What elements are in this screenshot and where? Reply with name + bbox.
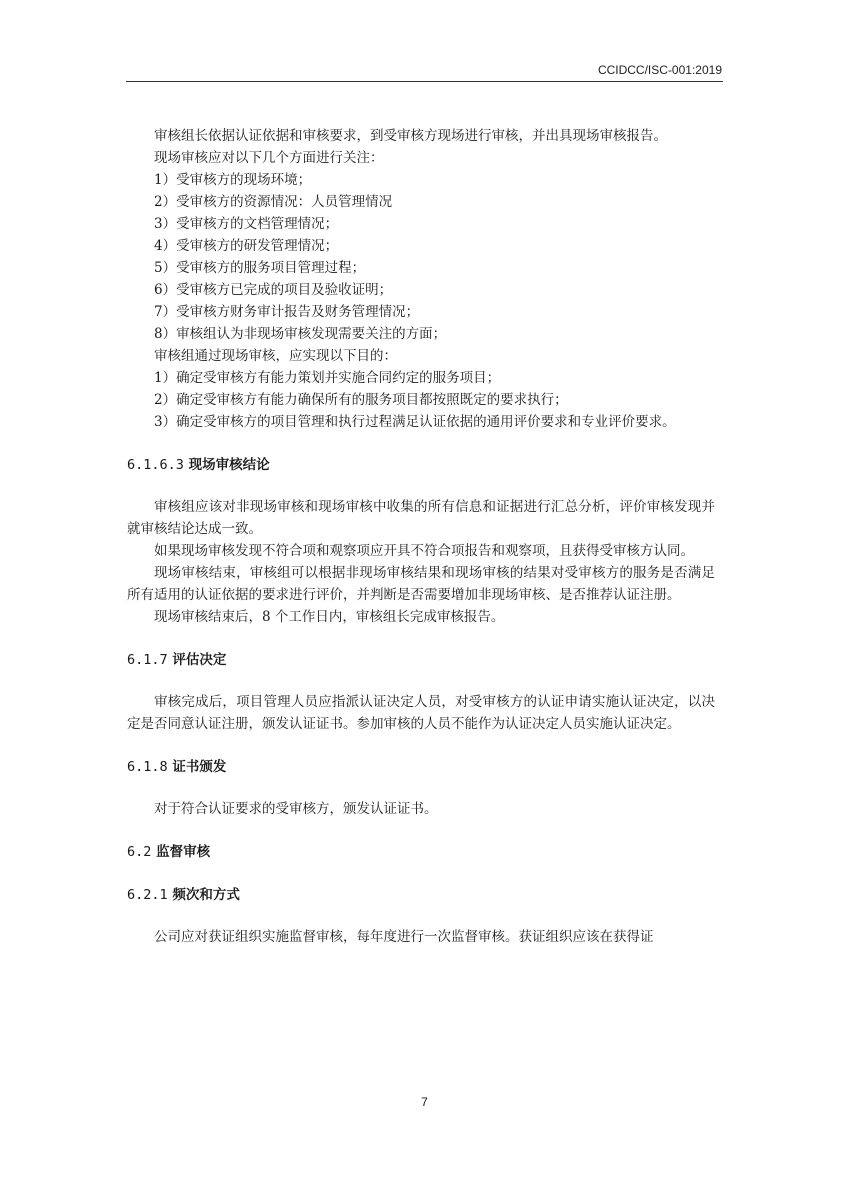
section-title: 证书颁发: [172, 759, 227, 775]
section-number: 6.2: [127, 844, 152, 860]
paragraph: 审核完成后，项目管理人员应指派认证决定人员，对受审核方的认证申请实施认证决定，以决定是否同意认证注册，颁发认证证书。参加审核的人员不能作为认证决定人员实施认证决定。: [127, 694, 715, 732]
paragraph: 审核组应该对非现场审核和现场审核中收集的所有信息和证据进行汇总分析，评价审核发现并就审核结论达成一致。: [127, 499, 715, 537]
list-item: 8）审核组认为非现场审核发现需要关注的方面；: [154, 326, 447, 342]
section-title: 监督审核: [156, 844, 211, 860]
paragraph: 审核组长依据认证依据和审核要求，到受审核方现场进行审核，并出具现场审核报告。: [154, 128, 667, 144]
section-title: 频次和方式: [172, 887, 240, 903]
page-number: 7: [421, 1095, 428, 1109]
list-item: 2）受审核方的资源情况：人员管理情况: [154, 194, 393, 210]
paragraph: 现场审核应对以下几个方面进行关注：: [154, 150, 384, 166]
section-number: 6.1.8: [127, 759, 168, 775]
header-divider: [126, 81, 723, 82]
section-title: 现场审核结论: [188, 457, 270, 473]
paragraph: 对于符合认证要求的受审核方，颁发认证证书。: [154, 801, 438, 817]
list-item: 4）受审核方的研发管理情况；: [154, 238, 339, 254]
paragraph: 审核组通过现场审核，应实现以下目的：: [154, 348, 397, 364]
list-item: 2）确定受审核方有能力确保所有的服务项目都按照既定的要求执行；: [154, 392, 568, 408]
list-item: 1）受审核方的现场环境；: [154, 172, 312, 188]
section-number: 6.1.7: [127, 652, 168, 668]
section-heading: [127, 454, 715, 476]
section-heading: [127, 756, 715, 778]
paragraph: 现场审核结束后，8 个工作日内，审核组长完成审核报告。: [154, 609, 505, 625]
document-code: CCIDCC/ISC-001:2019: [597, 63, 722, 77]
document-body: [127, 125, 715, 948]
list-item: 3）确定受审核方的项目管理和执行过程满足认证依据的通用评价要求和专业评价要求。: [154, 414, 676, 430]
section-title: 评估决定: [172, 652, 227, 668]
list-item: 5）受审核方的服务项目管理过程；: [154, 260, 366, 276]
section-heading: [127, 649, 715, 671]
paragraph: 公司应对获证组织实施监督审核，每年度进行一次监督审核。获证组织应该在获得证: [154, 929, 654, 945]
paragraph: 如果现场审核发现不符合项和观察项应开具不符合项报告和观察项，且获得受审核方认同。: [154, 543, 694, 559]
list-item: 1）确定受审核方有能力策划并实施合同约定的服务项目；: [154, 370, 501, 386]
section-heading: [127, 884, 715, 906]
list-item: 6）受审核方已完成的项目及验收证明；: [154, 282, 393, 298]
paragraph: 现场审核结束，审核组可以根据非现场审核结果和现场审核的结果对受审核方的服务是否满足所有适用的认证依据的要求进行评价，并判断是否需要增加非现场审核、是否推荐认证注册。: [127, 565, 715, 603]
section-heading: [127, 841, 715, 863]
list-item: 3）受审核方的文档管理情况；: [154, 216, 339, 232]
section-number: 6.2.1: [127, 887, 168, 903]
list-item: 7）受审核方财务审计报告及财务管理情况；: [154, 304, 420, 320]
section-number: 6.1.6.3: [127, 457, 184, 473]
